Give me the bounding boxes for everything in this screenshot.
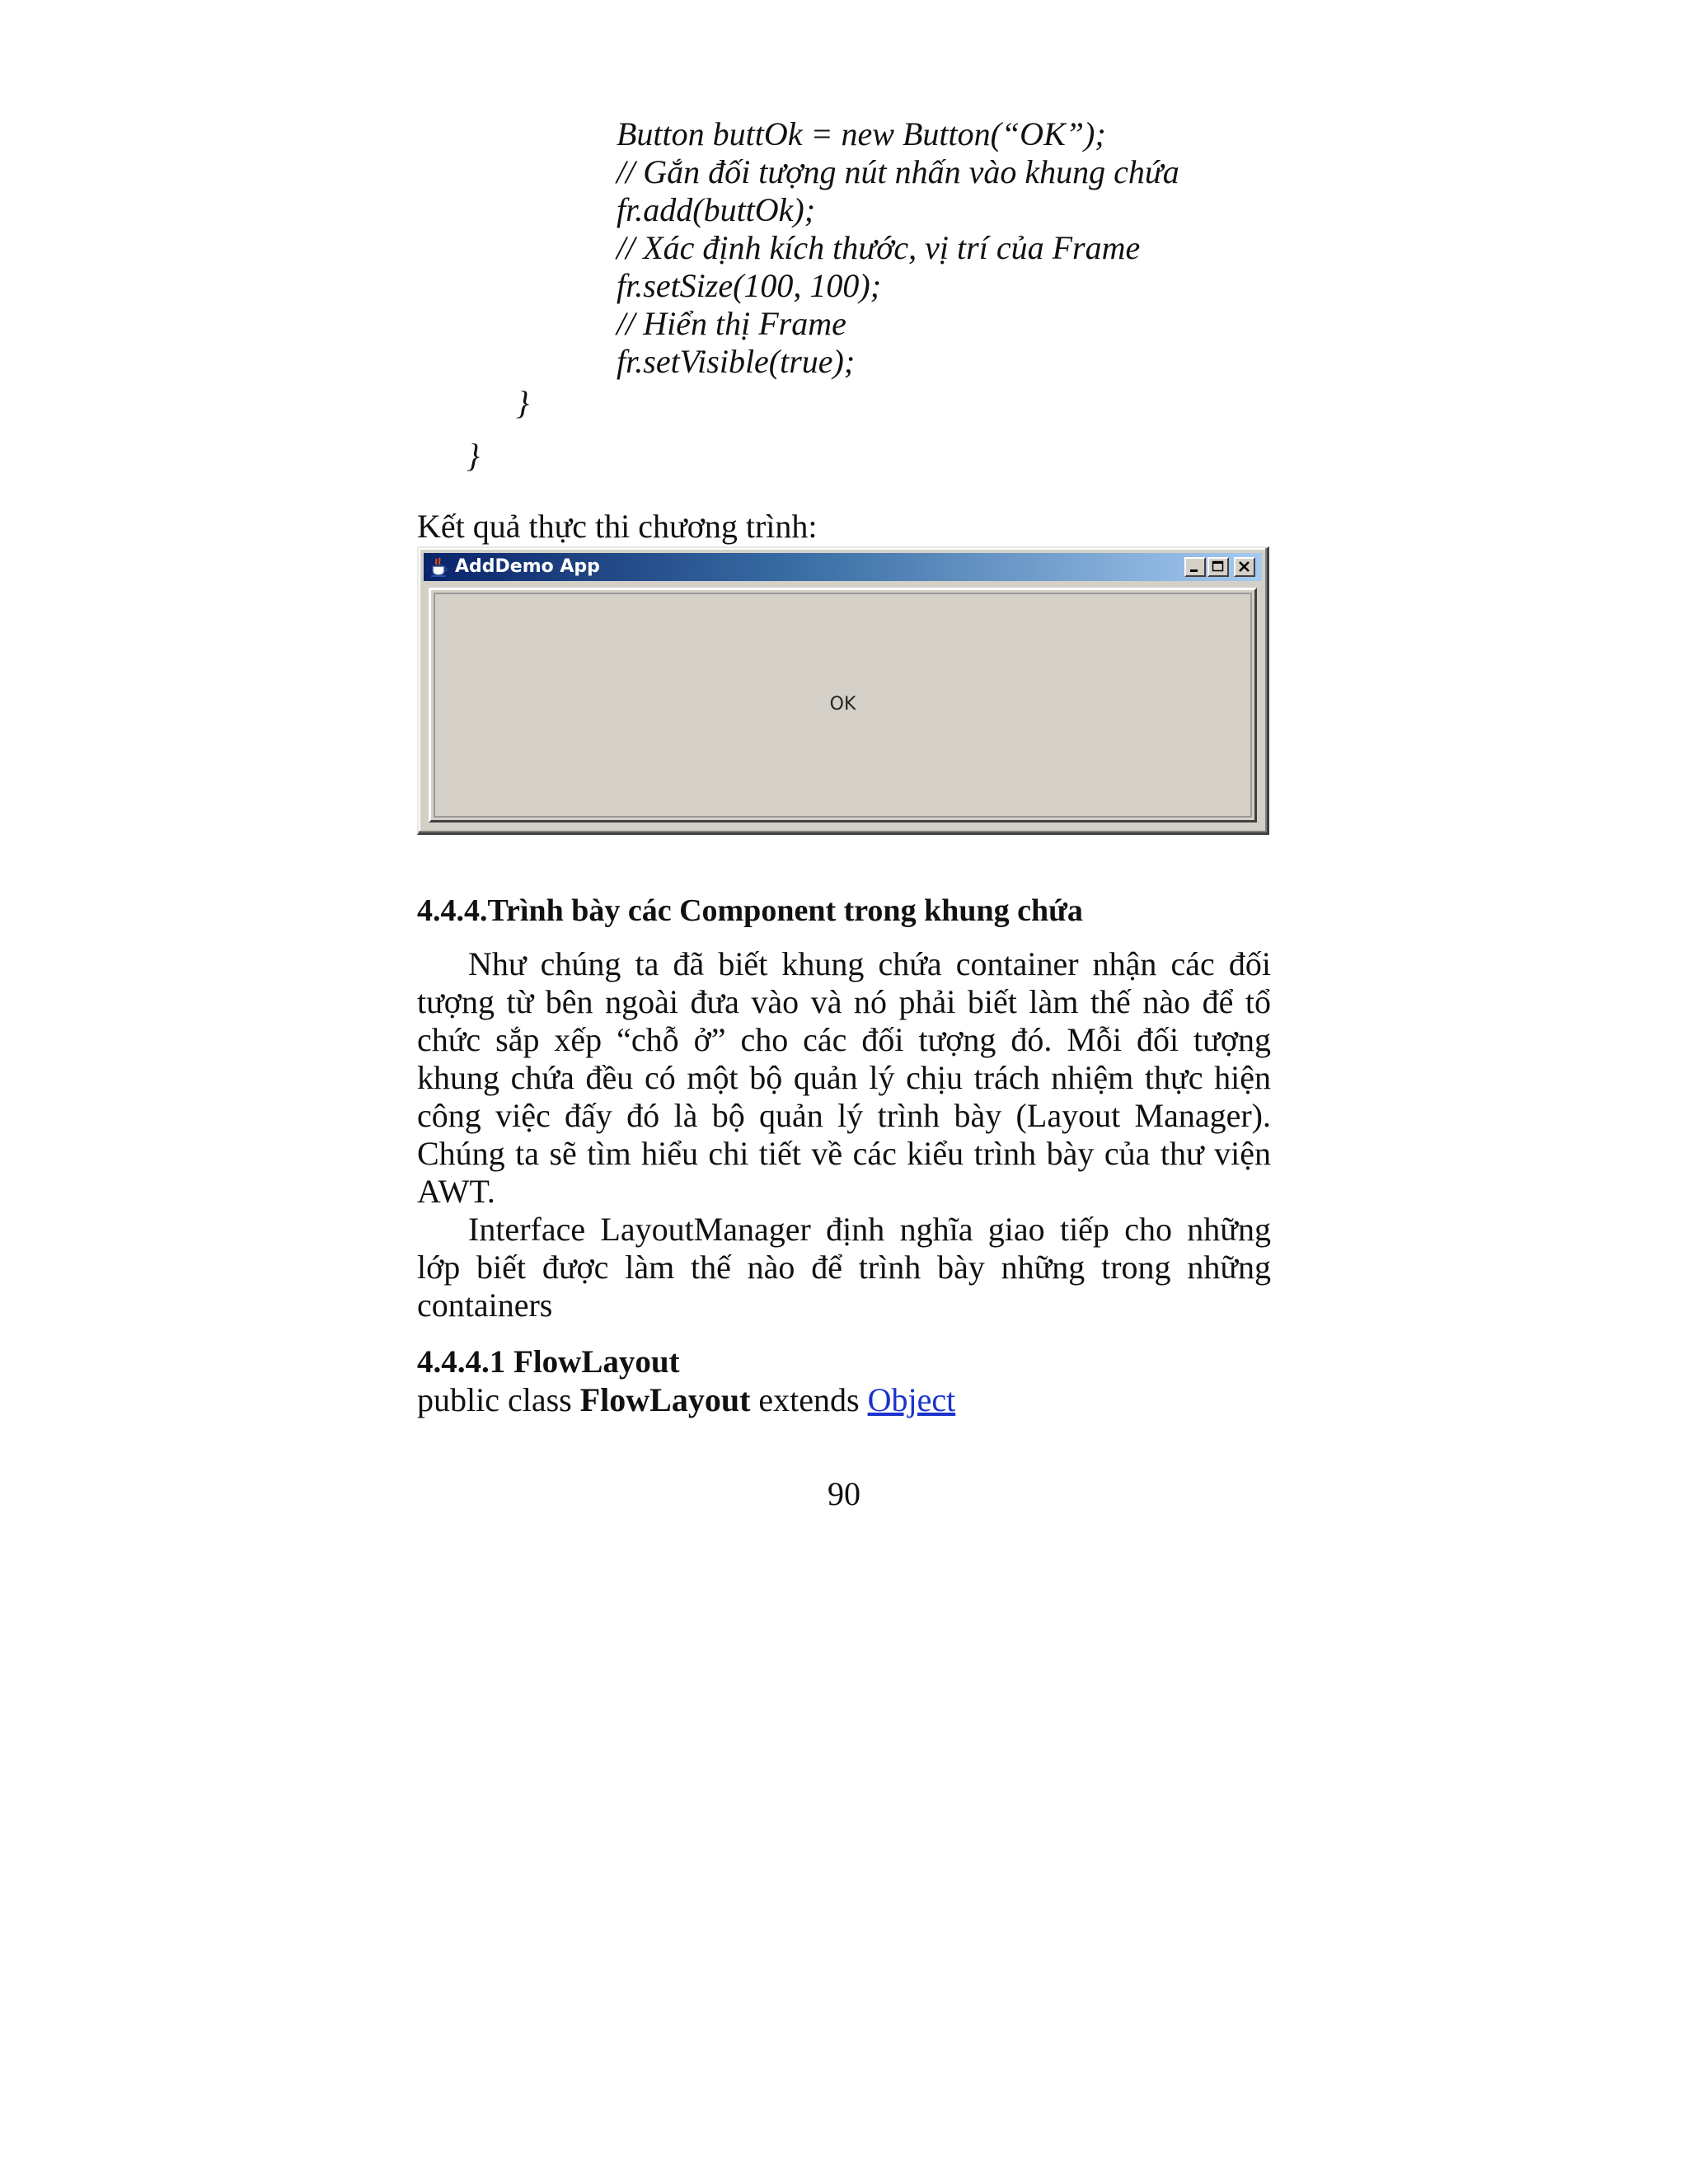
ok-button[interactable] bbox=[429, 588, 1257, 823]
code-line-3: fr.setSize(100, 100); bbox=[617, 267, 882, 304]
section-heading: 4.4.4.Trình bày các Component trong khung chứa bbox=[417, 893, 1083, 928]
minimize-icon bbox=[1186, 559, 1204, 575]
close-button[interactable] bbox=[1234, 557, 1255, 577]
code-line-1: Button buttOk = new Button(“OK”); bbox=[617, 115, 1106, 152]
code-comment-3: // Hiển thị Frame bbox=[617, 305, 846, 342]
code-comment-1: // Gắn đối tượng nút nhấn vào khung chứa bbox=[617, 153, 1179, 190]
maximize-button[interactable] bbox=[1207, 557, 1229, 577]
window-titlebar[interactable] bbox=[424, 553, 1262, 581]
close-icon bbox=[1236, 559, 1254, 575]
code-line-2: fr.add(buttOk); bbox=[617, 191, 816, 228]
minimize-button[interactable] bbox=[1184, 557, 1206, 577]
window-title: AddDemo App bbox=[455, 556, 600, 577]
section-paragraph-1: Như chúng ta đã biết khung chứa container nhận các đối tượng từ bên ngoài đưa vào và nó phải biết làm thế nào để tổ chức sắp xếp “chỗ ở” cho các đối tượng đó. Mỗi đối tượng khung chứa đều có một bộ quản lý chịu trách nhiệm thực hiện công việc đấy đó là bộ quản lý trình bày (Layout Manager). Chúng ta sẽ tìm hiểu chi tiết về các kiểu trình bày của thư viện AWT. bbox=[417, 945, 1271, 1210]
subsection-heading: 4.4.4.1 FlowLayout bbox=[417, 1344, 680, 1380]
declaration-extends: extends bbox=[750, 1381, 868, 1418]
result-label: Kết quả thực thi chương trình: bbox=[417, 508, 818, 545]
maximize-icon bbox=[1209, 559, 1227, 575]
declaration-prefix: public class bbox=[417, 1381, 580, 1418]
java-cup-icon bbox=[429, 556, 450, 578]
code-brace-inner: } bbox=[516, 384, 529, 421]
app-window-screenshot bbox=[417, 546, 1269, 835]
declaration-class-name: FlowLayout bbox=[579, 1381, 751, 1418]
page-number: 90 bbox=[828, 1475, 860, 1512]
section-paragraph-2: Interface LayoutManager định nghĩa giao tiếp cho những lớp biết được làm thế nào để trình bày những trong những containers bbox=[417, 1211, 1271, 1324]
code-line-4: fr.setVisible(true); bbox=[617, 343, 856, 380]
ok-button-label: OK bbox=[829, 694, 856, 715]
code-comment-2: // Xác định kích thước, vị trí của Frame bbox=[617, 229, 1141, 266]
code-brace-outer: } bbox=[467, 437, 480, 474]
object-link[interactable]: Object bbox=[867, 1381, 956, 1418]
class-declaration bbox=[417, 1381, 955, 1419]
